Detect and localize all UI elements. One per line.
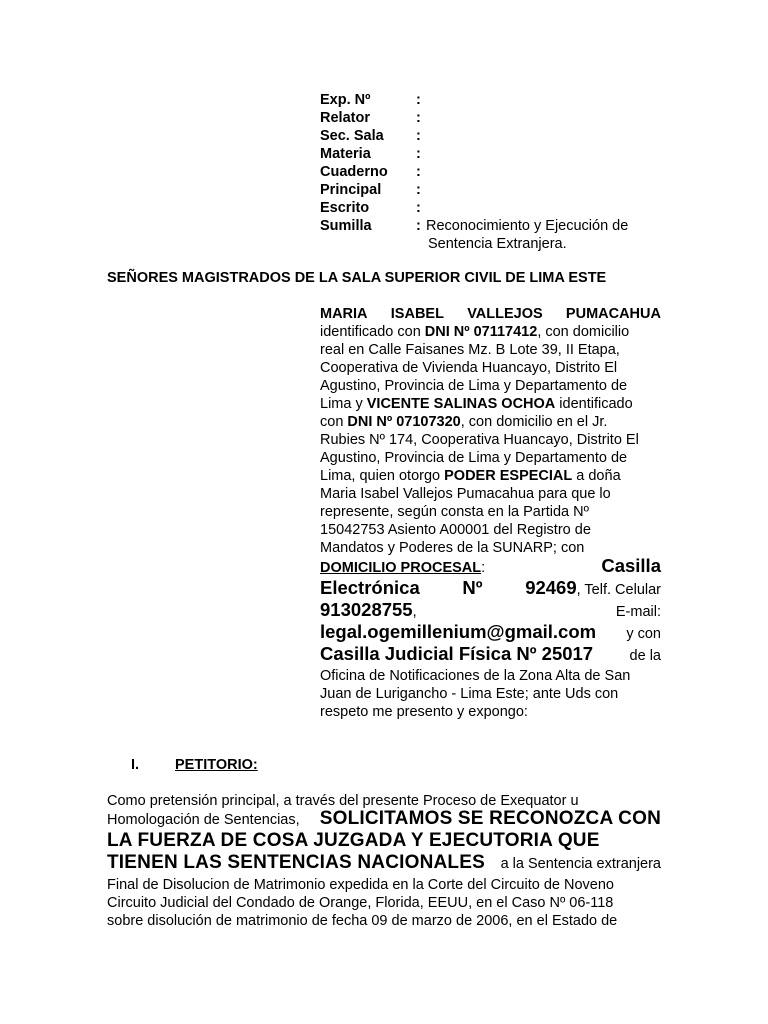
section-title: PETITORIO: (175, 757, 258, 773)
header-row-sumilla (320, 217, 660, 235)
party-line: Oficina de Notificaciones de la Zona Alta de San (320, 668, 631, 684)
header-row-principal (320, 181, 660, 199)
header-label: Cuaderno (320, 164, 388, 180)
party-line: Maria Isabel Vallejos Pumacahua para que lo (320, 486, 611, 502)
section-number: I. (131, 757, 140, 773)
header-colon: : (416, 128, 421, 144)
header-colon: : (416, 110, 421, 126)
party-line-casilla-judicial: Casilla Judicial Física Nº 25017 de la (320, 643, 661, 664)
party-line: Cooperativa de Vivienda Huancayo, Distrito El (320, 360, 618, 376)
header-row-cuaderno (320, 163, 660, 181)
party-line: Lima, quien otorgo PODER ESPECIAL a doña (320, 468, 621, 484)
header-colon: : (416, 218, 421, 234)
body-line: sobre disolución de matrimonio de fecha 09 de marzo de 2006, en el Estado de (107, 913, 618, 929)
header-value (426, 181, 660, 199)
header-label: Sec. Sala (320, 128, 384, 144)
party-line: con DNI Nº 07107320 , con domicilio en el Jr. (320, 414, 608, 430)
body-line: LA FUERZA DE COSA JUZGADA Y EJECUTORIA QUE (107, 830, 600, 851)
header-row-materia (320, 145, 660, 163)
party-line: Agustino, Provincia de Lima y Departamento de (320, 378, 628, 394)
party-line: 15042753 Asiento A00001 del Registro de (320, 522, 591, 538)
body-line: Final de Disolucion de Matrimonio expedida en la Corte del Circuito de Noveno (107, 877, 614, 893)
case-header (320, 91, 660, 253)
header-row-exp (320, 91, 660, 109)
header-value (426, 109, 660, 127)
party-line: real en Calle Faisanes Mz. B Lote 39, II Etapa, (320, 342, 620, 358)
header-colon: : (416, 164, 421, 180)
party-line-phone: 913028755, E-mail: (320, 599, 661, 620)
party-line: Mandatos y Poderes de la SUNARP; con (320, 540, 585, 556)
petitorio-body (107, 792, 661, 930)
header-label: Sumilla (320, 218, 372, 234)
header-value (426, 145, 660, 163)
header-colon: : (416, 146, 421, 162)
party-line: Agustino, Provincia de Lima y Departamento de (320, 450, 628, 466)
header-colon: : (416, 182, 421, 198)
header-value (426, 127, 660, 145)
body-line: Homologación de Sentencias, SOLICITAMOS SE RECONOZCA CON (107, 808, 661, 829)
header-row-sec-sala (320, 127, 660, 145)
header-label: Exp. Nº (320, 92, 371, 108)
sumilla-continuation: Sentencia Extranjera. (428, 236, 567, 252)
party-line: respeto me presento y expongo: (320, 704, 528, 720)
party-line: Lima y VICENTE SALINAS OCHOA identificado (320, 396, 633, 412)
party-line: Rubies Nº 174, Cooperativa Huancayo, Distrito El (320, 432, 639, 448)
party-line: Juan de Lurigancho - Lima Este; ante Uds con (320, 686, 619, 702)
header-colon: : (416, 92, 421, 108)
salutation: SEÑORES MAGISTRADOS DE LA SALA SUPERIOR CIVIL DE LIMA ESTE (107, 270, 607, 286)
party-line-domicilio: DOMICILIO PROCESAL: Casilla (320, 555, 661, 576)
body-line: Circuito Judicial del Condado de Orange, Florida, EEUU, en el Caso Nº 06-118 (107, 895, 614, 911)
header-row-relator (320, 109, 660, 127)
header-label: Relator (320, 110, 370, 126)
body-line: TIENEN LAS SENTENCIAS NACIONALES a la Sentencia extranjera (107, 852, 661, 873)
party-identification (320, 305, 661, 721)
party-line-email: legal.ogemillenium@gmail.com y con (320, 621, 661, 642)
sumilla-value: Reconocimiento y Ejecución de (426, 218, 629, 234)
header-colon: : (416, 200, 421, 216)
header-row-escrito (320, 199, 660, 217)
party-line: identificado con DNI Nº 07117412 , con domicilio (320, 324, 630, 340)
header-label: Materia (320, 146, 371, 162)
section-heading (131, 757, 258, 773)
header-value (426, 91, 660, 109)
header-label: Principal (320, 182, 382, 198)
party-line-casilla: Electrónica Nº 92469, Telf. Celular (320, 577, 661, 598)
header-value (426, 163, 660, 181)
header-value (426, 199, 660, 217)
body-line: Como pretensión principal, a través del presente Proceso de Exequator u (107, 793, 579, 809)
party-line: represente, según consta en la Partida Nº (320, 504, 589, 520)
header-label: Escrito (320, 200, 370, 216)
party-line: MARIA ISABEL VALLEJOS PUMACAHUA (320, 306, 661, 322)
